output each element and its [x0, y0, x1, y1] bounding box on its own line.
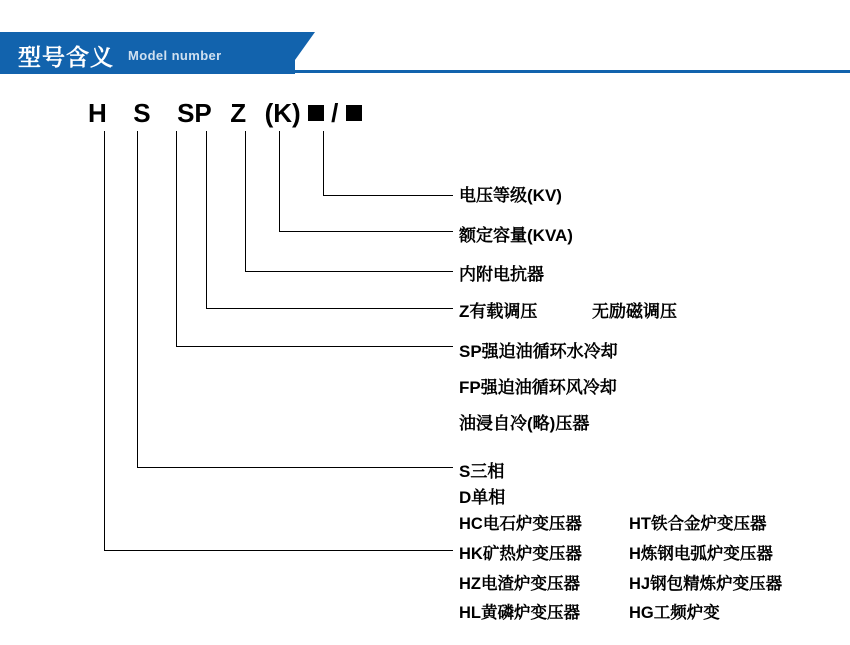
label-phase-single: D单相	[459, 488, 506, 507]
leader-sp-vertical	[176, 131, 177, 346]
leader-sp-horizontal	[176, 346, 453, 347]
code-part-box-voltage	[346, 105, 362, 121]
page-subtitle: Model number	[128, 48, 222, 63]
label-type-hg: HG工频炉变	[629, 604, 720, 622]
leader-type-vertical	[104, 131, 105, 550]
code-part-sp: SP	[177, 98, 212, 128]
leader-type-horizontal	[104, 550, 453, 551]
code-part-slash: /	[331, 98, 339, 128]
label-type-hc: HC电石炉变压器	[459, 515, 582, 533]
leader-z-vertical	[206, 131, 207, 308]
label-cooling-oil-natural: 油浸自冷(略)压器	[459, 414, 590, 433]
label-off-circuit-tap-changer: 无励磁调压	[592, 302, 677, 321]
label-type-hz: HZ电渣炉变压器	[459, 575, 580, 593]
label-cooling-sp: SP强迫油循环水冷却	[459, 342, 618, 361]
leader-phase-vertical	[137, 131, 138, 467]
leader-voltage-vertical	[323, 131, 324, 195]
label-type-hk: HK矿热炉变压器	[459, 545, 582, 563]
code-part-box-capacity	[308, 105, 324, 121]
header-underline	[0, 70, 850, 73]
page-title: 型号含义	[18, 44, 114, 70]
label-type-hj: HJ钢包精炼炉变压器	[629, 575, 783, 593]
leader-voltage-horizontal	[323, 195, 453, 196]
model-code	[88, 98, 362, 129]
leader-phase-horizontal	[137, 467, 453, 468]
label-on-load-tap-changer: Z有载调压	[459, 302, 538, 321]
label-voltage-class: 电压等级(KV)	[459, 186, 562, 205]
leader-reactor-vertical	[245, 131, 246, 271]
label-built-in-reactor: 内附电抗器	[459, 265, 544, 284]
label-rated-capacity: 额定容量(KVA)	[459, 226, 573, 245]
label-type-ht: HT铁合金炉变压器	[629, 515, 767, 533]
leader-z-horizontal	[206, 308, 453, 309]
code-part-k: (K)	[264, 98, 301, 128]
code-part-h: H	[88, 98, 107, 128]
header-banner-tail	[285, 32, 315, 74]
label-phase-three: S三相	[459, 462, 505, 481]
leader-reactor-horizontal	[245, 271, 453, 272]
code-part-s: S	[133, 98, 151, 128]
leader-capacity-vertical	[279, 131, 280, 231]
label-type-h: H炼钢电弧炉变压器	[629, 545, 773, 563]
label-cooling-fp: FP强迫油循环风冷却	[459, 378, 617, 397]
code-part-z: Z	[230, 98, 247, 128]
leader-capacity-horizontal	[279, 231, 453, 232]
label-type-hl: HL黄磷炉变压器	[459, 604, 580, 622]
